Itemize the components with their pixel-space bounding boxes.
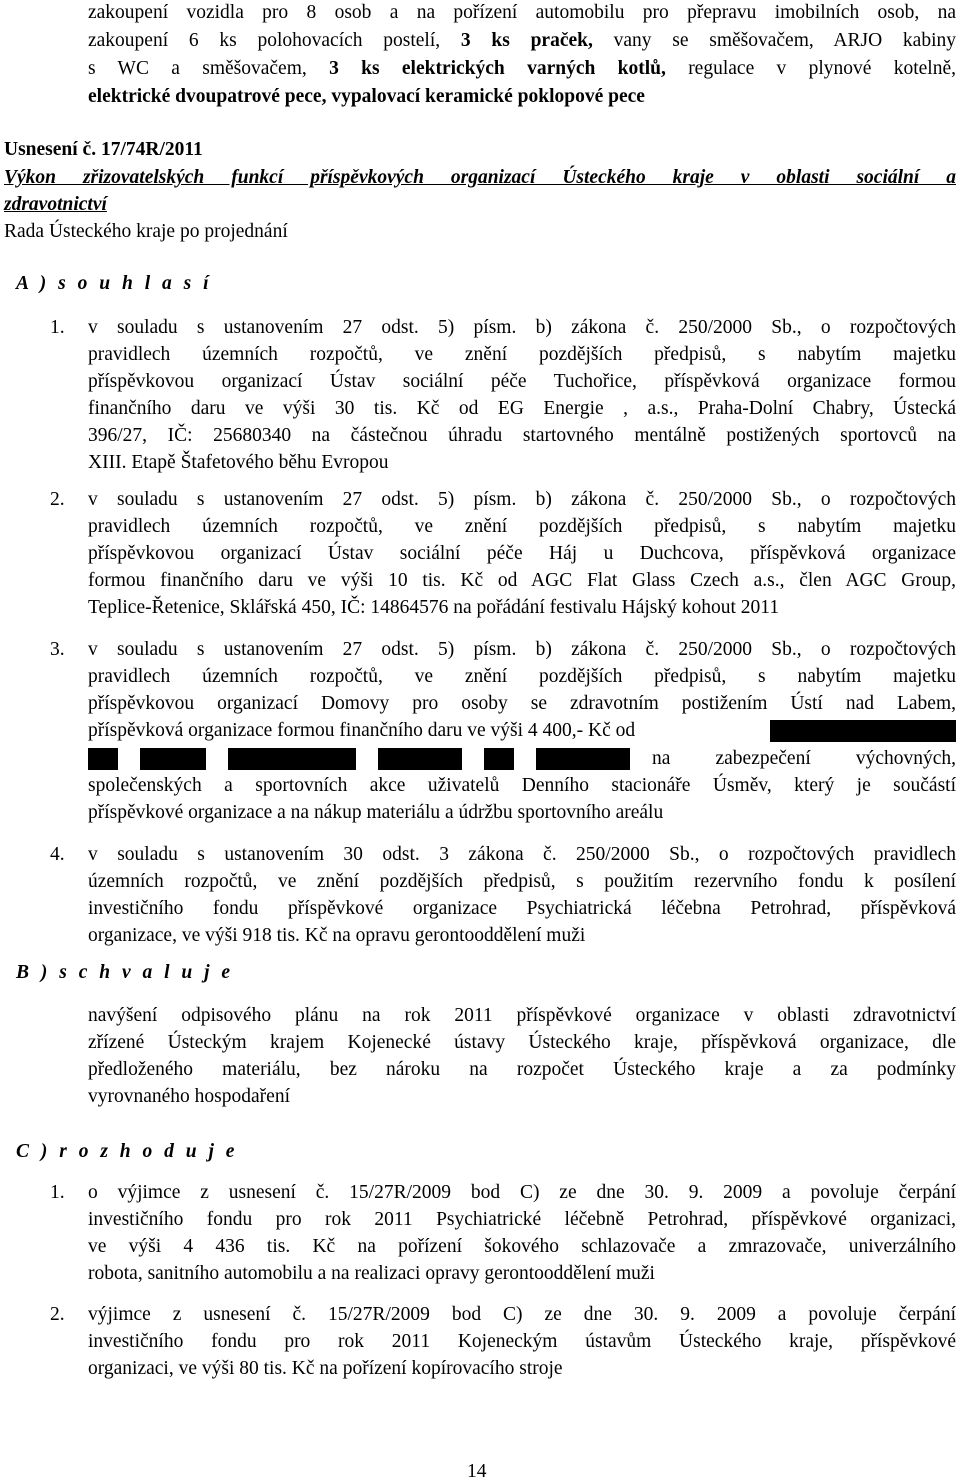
c2-line-2: investičního fondu pro rok 2011 Kojeneckým ústavům Ústeckého kraje, příspěvkové [88, 1331, 956, 1352]
intro-line-2: zakoupení 6 ks polohovacích postelí, 3 ks praček, vany se směšovačem, ARJO kabiny [88, 30, 957, 51]
section-b-heading: B ) s c h v a l u j e [16, 962, 234, 983]
redaction-block [484, 748, 514, 770]
b-line-1: navýšení odpisového plánu na rok 2011 příspěvkové organizace v oblasti zdravotnictví [88, 1005, 956, 1026]
c2-line-1: výjimce z usnesení č. 15/27R/2009 bod C) ze dne 30. 9. 2009 a povoluje čerpání [88, 1304, 956, 1325]
c2-line-3: organizaci, ve výši 80 tis. Kč na pořízení kopírovacího stroje [88, 1358, 563, 1379]
b-line-2: zřízené Ústeckým krajem Kojenecké ústavy Ústeckého kraje, příspěvková organizace, dle [88, 1032, 956, 1053]
item-number: 2. [50, 489, 65, 510]
page-number: 14 [467, 1461, 487, 1482]
a4-line-3: investičního fondu příspěvkové organizace Psychiatrická léčebna Petrohrad, příspěvková [88, 898, 956, 919]
a3-line-5: na zabezpečení výchovných, [652, 748, 956, 769]
a2-line-3: příspěvkovou organizací Ústav sociální péče Háj u Duchcova, příspěvková organizace [88, 543, 956, 564]
a4-line-1: v souladu s ustanovením 30 odst. 3 zákona č. 250/2000 Sb., o rozpočtových pravidlech [88, 844, 956, 865]
redaction-block [378, 748, 462, 770]
resolution-title-line-1: Výkon zřizovatelských funkcí příspěvkových organizací Ústeckého kraje v oblasti sociální a [4, 167, 956, 188]
a2-line-2: pravidlech územních rozpočtů, ve znění pozdějších předpisů, s nabytím majetku [88, 516, 956, 537]
intro-line-3: s WC a směšovačem, 3 ks elektrických varných kotlů, regulace v plynové kotelně, [88, 58, 956, 79]
item-number: 1. [50, 317, 65, 338]
resolution-title-line-2: zdravotnictví [4, 194, 107, 215]
a3-line-7: příspěvkové organizace a na nákup materiálu a údržbu sportovního areálu [88, 802, 664, 823]
section-a-heading: A ) s o u h l a s í [16, 273, 213, 294]
intro-line-1: zakoupení vozidla pro 8 osob a na pořízení automobilu pro přepravu imobilních osob, na [88, 2, 956, 23]
c1-line-1: o výjimce z usnesení č. 15/27R/2009 bod C) ze dne 30. 9. 2009 a povoluje čerpání [88, 1182, 956, 1203]
section-c-heading: C ) r o z h o d u j e [16, 1141, 238, 1162]
redaction-block [228, 748, 356, 770]
item-number: 2. [50, 1304, 65, 1325]
a1-line-3: příspěvkovou organizací Ústav sociální péče Tuchořice, příspěvková organizace formou [88, 371, 956, 392]
a1-line-6: XIII. Etapě Štafetového běhu Evropou [88, 452, 389, 473]
a3-line-2: pravidlech územních rozpočtů, ve znění pozdějších předpisů, s nabytím majetku [88, 666, 956, 687]
redaction-block [140, 748, 206, 770]
b-line-3: předloženého materiálu, bez nároku na rozpočet Ústeckého kraje a za podmínky [88, 1059, 956, 1080]
item-number: 1. [50, 1182, 65, 1203]
redaction-block [88, 748, 118, 770]
resolution-label: Usnesení č. 17/74R/2011 [4, 139, 203, 160]
a1-line-1: v souladu s ustanovením 27 odst. 5) písm. b) zákona č. 250/2000 Sb., o rozpočtových [88, 317, 956, 338]
redaction-block [770, 720, 956, 742]
a3-line-6: společenských a sportovních akce uživatelů Denního stacionáře Úsměv, který je součástí [88, 775, 956, 796]
c1-line-3: ve výši 4 436 tis. Kč na pořízení šokového schlazovače a zmrazovače, univerzálního [88, 1236, 956, 1257]
resolution-preamble: Rada Ústeckého kraje po projednání [4, 221, 288, 242]
a2-line-1: v souladu s ustanovením 27 odst. 5) písm. b) zákona č. 250/2000 Sb., o rozpočtových [88, 489, 956, 510]
a3-line-1: v souladu s ustanovením 27 odst. 5) písm. b) zákona č. 250/2000 Sb., o rozpočtových [88, 639, 956, 660]
item-number: 3. [50, 639, 65, 660]
a1-line-4: finančního daru ve výši 30 tis. Kč od EG Energie , a.s., Praha-Dolní Chabry, Ústecká [88, 398, 956, 419]
c1-line-4: robota, sanitního automobilu a na realizaci opravy gerontooddělení muži [88, 1263, 655, 1284]
a4-line-2: územních rozpočtů, ve znění pozdějších předpisů, s použitím rezervního fondu k posílení [88, 871, 956, 892]
a3-line-4: příspěvková organizace formou finančního daru ve výši 4 400,- Kč od [88, 720, 636, 741]
item-number: 4. [50, 844, 65, 865]
a3-line-3: příspěvkovou organizací Domovy pro osoby se zdravotním postižením Ústí nad Labem, [88, 693, 956, 714]
redaction-block [536, 748, 630, 770]
a1-line-5: 396/27, IČ: 25680340 na částečnou úhradu startovného mentálně postižených sportovců na [88, 425, 956, 446]
c1-line-2: investičního fondu pro rok 2011 Psychiatrické léčebně Petrohrad, příspěvkové organizaci, [88, 1209, 956, 1230]
b-line-4: vyrovnaného hospodaření [88, 1086, 290, 1107]
a2-line-4: formou finančního daru ve výši 10 tis. Kč od AGC Flat Glass Czech a.s., člen AGC Group, [88, 570, 956, 591]
a4-line-4: organizace, ve výši 918 tis. Kč na opravu gerontooddělení muži [88, 925, 586, 946]
intro-line-4: elektrické dvoupatrové pece, vypalovací keramické poklopové pece [88, 86, 645, 107]
a2-line-5: Teplice-Řetenice, Sklářská 450, IČ: 14864576 na pořádání festivalu Hájský kohout 2011 [88, 597, 780, 618]
a1-line-2: pravidlech územních rozpočtů, ve znění pozdějších předpisů, s nabytím majetku [88, 344, 956, 365]
